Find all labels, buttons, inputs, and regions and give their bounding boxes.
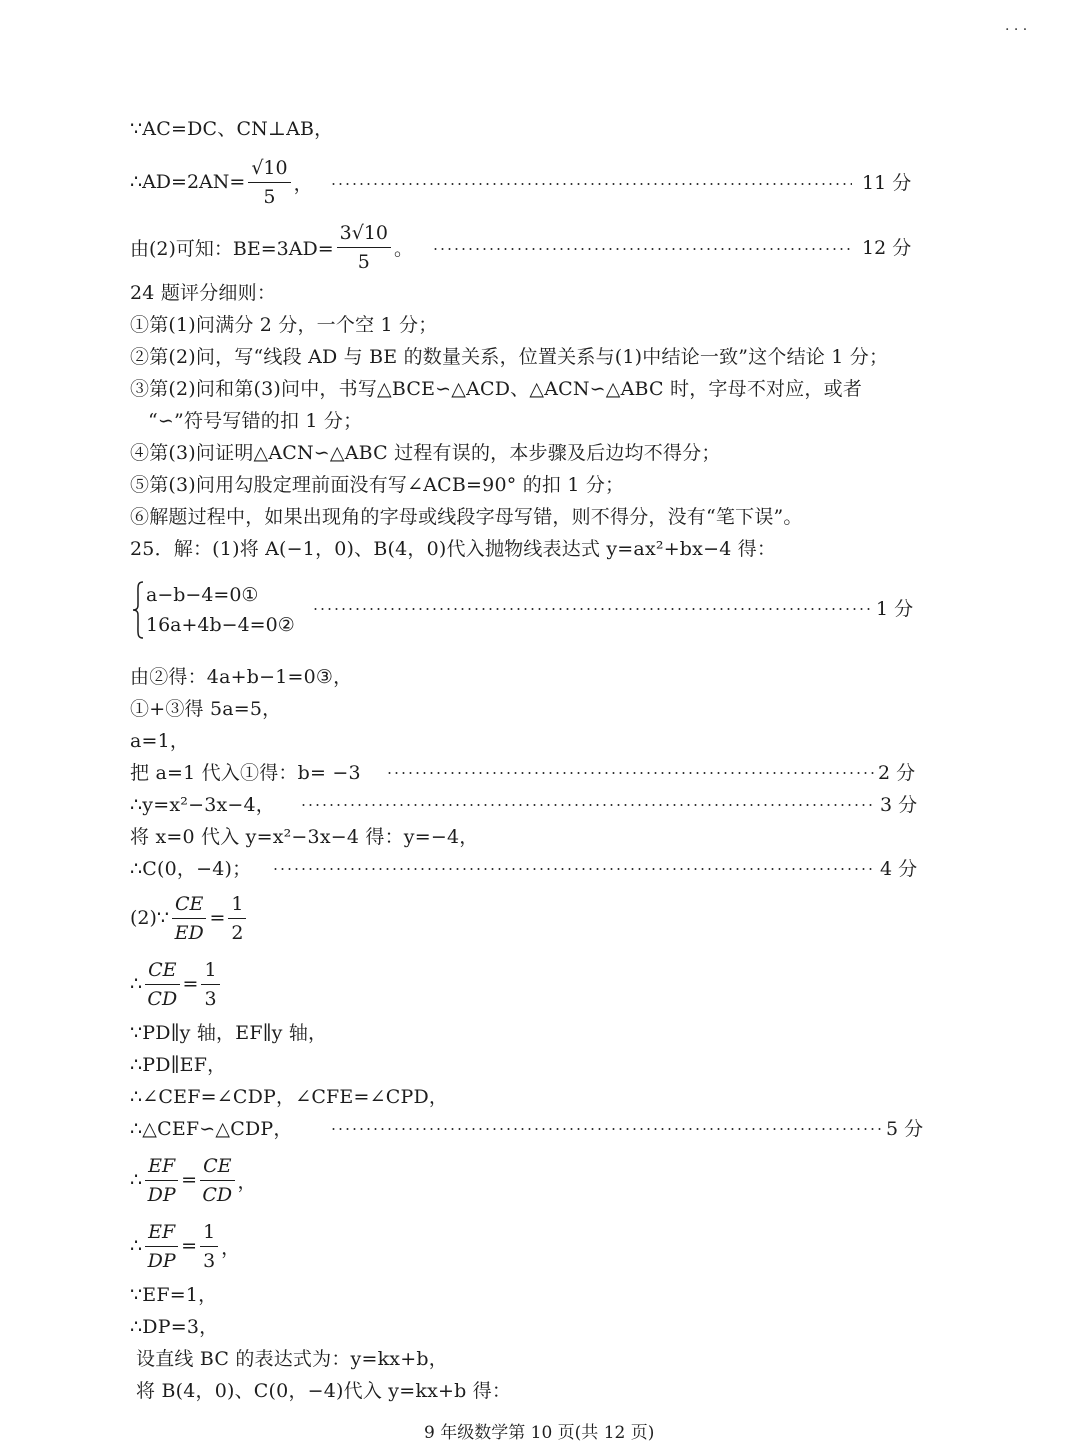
fraction: [201, 956, 219, 1013]
dotted-leader: [432, 248, 852, 250]
score-label: 4 分: [880, 858, 918, 880]
text-line: ∴∠CEF=∠CDP，∠CFE=∠CPD，: [130, 1086, 449, 1108]
text-line: ∴C(0，−4)；: [130, 858, 252, 880]
score-label: 11 分: [862, 172, 912, 194]
rule-item-continued: “∽”符号写错的扣 1 分；: [148, 410, 363, 432]
fraction: [145, 1152, 178, 1209]
page-footer: 9 年级数学第 10 页(共 12 页): [424, 1423, 655, 1443]
text-line: 设直线 BC 的表达式为：y=kx+b，: [136, 1348, 448, 1370]
score-label: 3 分: [880, 794, 918, 816]
dotted-leader: [300, 804, 874, 806]
text-line: ∵PD∥y 轴，EF∥y 轴，: [130, 1022, 328, 1044]
formula-prefix: ∴: [130, 1169, 143, 1191]
fraction: [145, 956, 179, 1013]
formula-prefix: ∴AD=2AN=: [130, 171, 246, 193]
fraction: [172, 890, 206, 947]
formula-suffix: 。: [394, 237, 414, 260]
rule-item: ⑤第(3)问用勾股定理前面没有写∠ACB=90° 的扣 1 分；: [130, 474, 625, 496]
fraction-denominator: CD: [202, 1183, 233, 1206]
fraction-numerator: CE: [172, 890, 206, 919]
fraction-numerator: CE: [145, 956, 179, 985]
fraction-numerator: 1: [228, 890, 246, 919]
text-line: ∴y=x²−3x−4，: [130, 794, 276, 816]
rule-item: ④第(3)问证明△ACN∽△ABC 过程有误的，本步骤及后边均不得分；: [130, 442, 721, 464]
corner-marks: · · ·: [1005, 22, 1028, 38]
dotted-leader: [312, 608, 870, 610]
fraction-numerator: 1: [200, 1218, 218, 1247]
text-line: 将 x=0 代入 y=x²−3x−4 得：y=−4，: [130, 826, 479, 848]
left-brace-icon: [132, 581, 144, 639]
equation-row: a−b−4=0①: [146, 584, 259, 606]
score-label: 5 分: [886, 1118, 924, 1140]
formula-suffix: ，: [237, 1170, 257, 1193]
formula-suffix: ，: [293, 172, 313, 195]
fraction-denominator: CD: [147, 987, 178, 1010]
equation-row: 16a+4b−4=0②: [146, 614, 295, 636]
text-line: ∴DP=3，: [130, 1316, 219, 1338]
fraction-numerator: CE: [200, 1152, 234, 1181]
fraction: [145, 1218, 178, 1275]
text-line: 把 a=1 代入①得：b= −3: [130, 762, 361, 784]
rule-item: ③第(2)问和第(3)问中，书写△BCE∽△ACD、△ACN∽△ABC 时，字母不对应，或者: [130, 378, 863, 400]
text-line: ∴PD∥EF，: [130, 1054, 227, 1076]
fraction-numerator: 1: [201, 956, 219, 985]
text-line: ∵EF=1，: [130, 1284, 218, 1306]
dotted-leader: [330, 183, 852, 185]
rule-item: ②第(2)问，写“线段 AD 与 BE 的数量关系，位置关系与(1)中结论一致”这个结论 1 分；: [130, 346, 889, 368]
formula-line: [130, 150, 313, 214]
equals-sign: =: [181, 1235, 198, 1257]
rule-item: ①第(1)问满分 2 分，一个空 1 分；: [130, 314, 438, 336]
question-header: 25．解：(1)将 A(−1，0)、B(4，0)代入抛物线表达式 y=ax²+bx−4 得：: [130, 538, 777, 560]
fraction-denominator: 5: [357, 250, 370, 273]
rule-item: ⑥解题过程中，如果出现角的字母或线段字母写错，则不得分，没有“笔下误”。: [130, 506, 803, 528]
formula-prefix: 由(2)可知：BE=3AD=: [130, 237, 334, 260]
text-line: ∵AC=DC、CN⊥AB，: [130, 118, 334, 140]
equals-sign: =: [209, 907, 226, 929]
text-line: ①+③得 5a=5，: [130, 698, 282, 720]
score-label: 1 分: [876, 598, 914, 620]
fraction: [248, 154, 290, 211]
fraction-numerator: EF: [145, 1152, 178, 1181]
fraction-denominator: 3: [204, 987, 217, 1010]
formula-line: [130, 1214, 240, 1278]
fraction-denominator: 3: [203, 1249, 216, 1272]
score-label: 12 分: [862, 237, 912, 259]
formula-prefix: (2)∵: [130, 907, 170, 929]
formula-prefix: ∴: [130, 1235, 143, 1257]
equals-sign: =: [181, 1169, 198, 1191]
equals-sign: =: [182, 973, 199, 995]
formula-prefix: ∴: [130, 973, 143, 995]
fraction-numerator: 3√10: [337, 219, 391, 248]
fraction-numerator: √10: [248, 154, 290, 183]
fraction: [200, 1218, 218, 1275]
fraction-denominator: DP: [147, 1183, 176, 1206]
text-line: 由②得：4a+b−1=0③，: [130, 666, 353, 688]
score-label: 2 分: [878, 762, 916, 784]
formula-line: [130, 952, 223, 1016]
text-line: a=1，: [130, 730, 190, 752]
fraction: [200, 1152, 234, 1209]
dotted-leader: [272, 868, 872, 870]
section-heading: 24 题评分细则：: [130, 282, 277, 304]
fraction-denominator: DP: [147, 1249, 176, 1272]
fraction-denominator: 2: [231, 921, 244, 944]
fraction-numerator: EF: [145, 1218, 178, 1247]
dotted-leader: [330, 1128, 882, 1130]
equation-system: [132, 581, 332, 641]
fraction: [337, 219, 391, 276]
dotted-leader: [386, 772, 874, 774]
text-line: 将 B(4，0)、C(0，−4)代入 y=kx+b 得：: [136, 1380, 512, 1402]
formula-line: [130, 215, 413, 279]
fraction: [228, 890, 246, 947]
fraction-denominator: 5: [263, 185, 276, 208]
formula-line: [130, 886, 249, 950]
formula-line: [130, 1148, 257, 1212]
text-line: ∴△CEF∽△CDP，: [130, 1118, 293, 1140]
fraction-denominator: ED: [174, 921, 204, 944]
formula-suffix: ，: [221, 1236, 241, 1259]
